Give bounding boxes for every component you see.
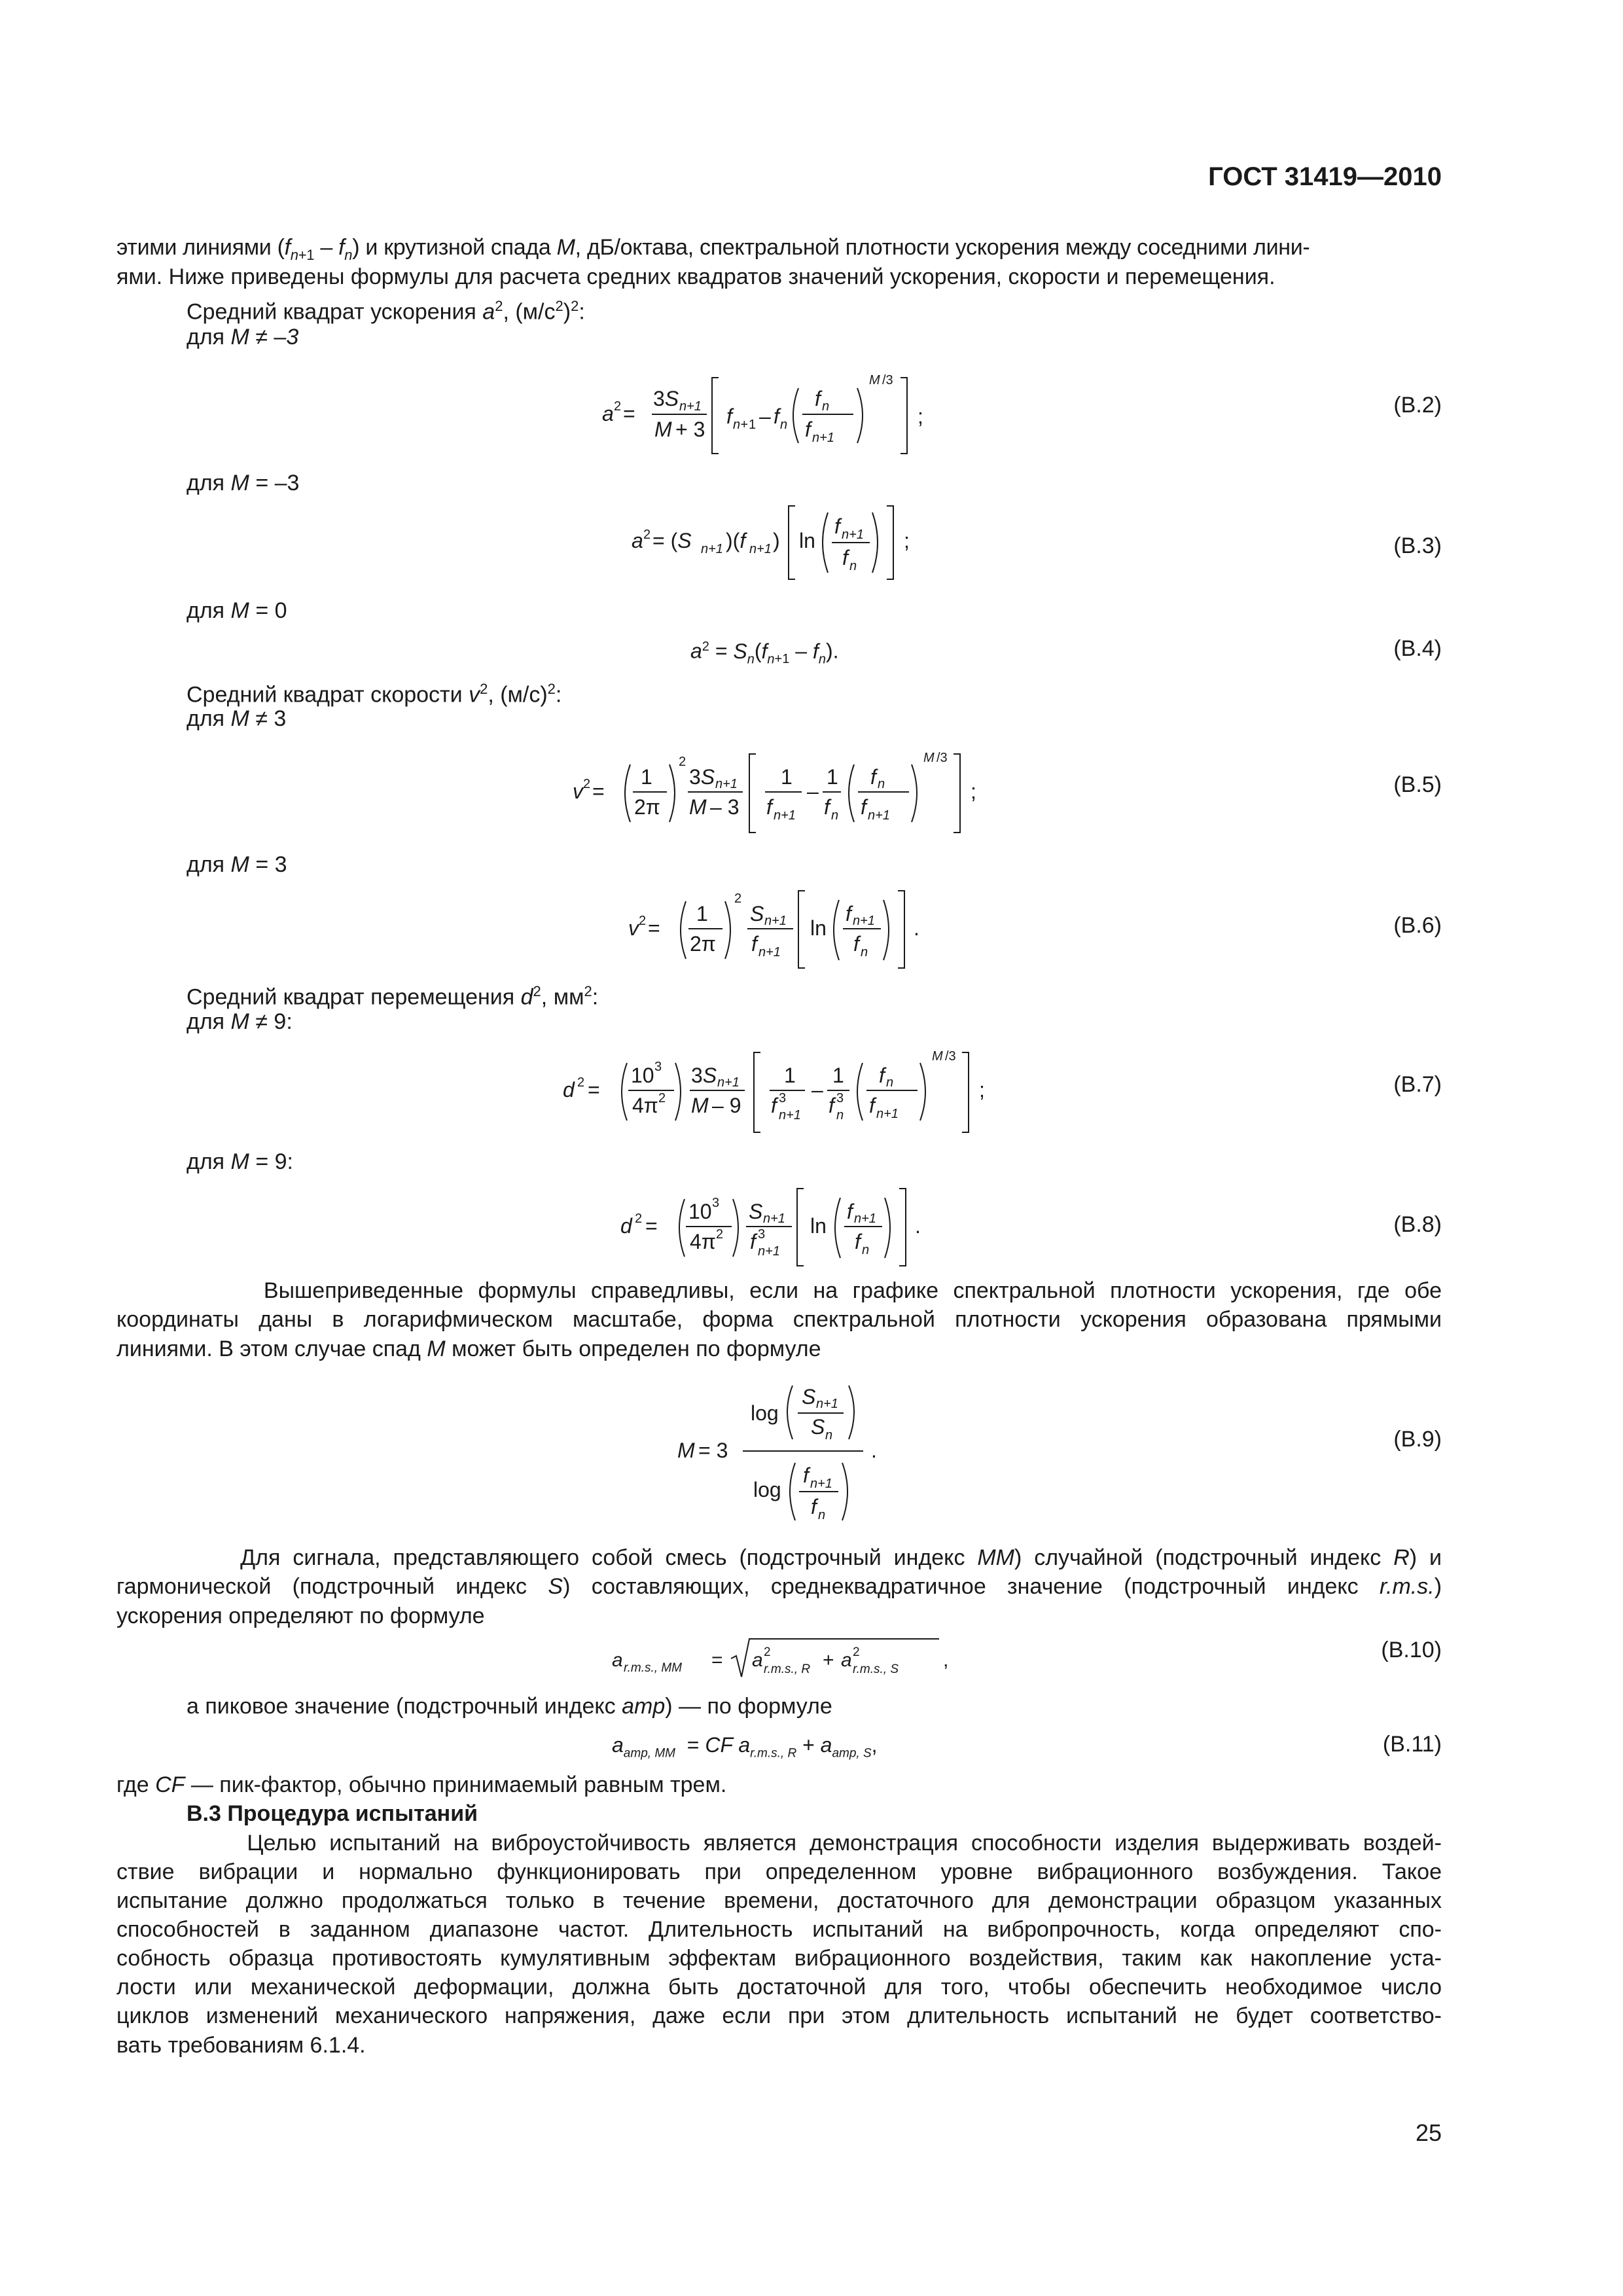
svg-text:n+1: n+1 — [758, 945, 781, 960]
svg-text:n+1: n+1 — [853, 914, 875, 928]
svg-text:f: f — [879, 1064, 885, 1087]
standard-number-header: ГОСТ 31419—2010 — [1208, 162, 1442, 191]
svg-text:n+1: n+1 — [842, 528, 864, 542]
paragraph-line: лости или механической деформации, должна быть достаточной для того, чтобы обеспечить необходимое число — [116, 1975, 1442, 2000]
svg-text:M: M — [923, 751, 935, 765]
paragraph-line: ями. Ниже приведены формулы для расчета средних квадратов значений ускорения, скорости и перемещения. — [116, 264, 1275, 289]
svg-text:10: 10 — [631, 1064, 654, 1087]
svg-text:.: . — [871, 1439, 877, 1462]
svg-text:2: 2 — [716, 1227, 724, 1242]
svg-text:n+1: n+1 — [679, 399, 702, 414]
svg-text:=: = — [645, 1214, 658, 1238]
svg-text:n+1: n+1 — [715, 777, 738, 791]
svg-text:f: f — [824, 795, 830, 819]
svg-text:f: f — [771, 1094, 777, 1117]
svg-text:2: 2 — [583, 777, 591, 791]
svg-text:n: n — [849, 559, 857, 573]
svg-text:3: 3 — [654, 1060, 662, 1074]
equation-number: (B.6) — [1393, 913, 1442, 938]
svg-text:3: 3 — [779, 1091, 787, 1105]
svg-text:,: , — [943, 1649, 949, 1671]
svg-text:1: 1 — [641, 765, 652, 789]
svg-text:2: 2 — [577, 1075, 585, 1090]
svg-text:– 3: – 3 — [710, 795, 740, 819]
svg-text:n+1: n+1 — [868, 808, 890, 823]
svg-text:a: a — [632, 529, 643, 552]
svg-text:a: a — [752, 1649, 763, 1671]
svg-text:n+1: n+1 — [701, 542, 723, 556]
formula-b11: $a_{amp, MM}$ = CF $a_{r.m.s., R} + a_{amp, S}$, — [612, 1733, 878, 1761]
svg-text:3: 3 — [712, 1196, 720, 1210]
formula-b3 — [632, 501, 933, 591]
svg-text:n+1: n+1 — [764, 914, 787, 928]
equation-number: (B.8) — [1393, 1212, 1442, 1237]
formula-b8 — [620, 1178, 948, 1275]
formula-b6 — [628, 880, 942, 977]
svg-text:4π: 4π — [690, 1230, 716, 1253]
svg-text:d: d — [563, 1078, 575, 1102]
formula-b4: $a^2 = S_n(f_{n+1} - f_n)$. — [690, 639, 839, 667]
equation-number: (B.11) — [1382, 1732, 1442, 1757]
svg-text:M: M — [932, 1049, 943, 1064]
paragraph-line: Для сигнала, представляющего собой смесь (подстрочный индекс MM) случайной (подстрочный индекс R) и — [116, 1545, 1442, 1570]
svg-text:f: f — [861, 795, 866, 819]
svg-text:S: S — [802, 1385, 816, 1408]
svg-text:f: f — [869, 1094, 875, 1117]
svg-text:f: f — [853, 932, 859, 956]
svg-text:ln: ln — [810, 1214, 827, 1238]
paragraph-line: где CF — пик-фактор, обычно принимаемый равным трем. — [116, 1772, 727, 1797]
svg-text:;: ; — [918, 404, 923, 428]
svg-text:M: M — [677, 1439, 695, 1462]
condition-label: для M = 9: — [187, 1149, 293, 1174]
svg-text:2π: 2π — [690, 932, 716, 956]
svg-text:f: f — [751, 932, 757, 956]
svg-text:S: S — [749, 1200, 763, 1223]
svg-text:r.m.s., R: r.m.s., R — [764, 1662, 811, 1676]
svg-text:/3: /3 — [936, 751, 948, 765]
svg-text:=: = — [588, 1078, 600, 1102]
svg-text:S: S — [811, 1415, 825, 1439]
svg-text:1: 1 — [832, 1064, 844, 1087]
svg-text:d: d — [620, 1214, 632, 1238]
svg-text:r.m.s., MM: r.m.s., MM — [624, 1661, 682, 1675]
page-number: 25 — [1415, 2119, 1442, 2146]
formula-b9 — [677, 1371, 900, 1540]
svg-text:n+: n+ — [733, 418, 748, 432]
paragraph-line: собность образца противостоять кумулятивным эффектам вибрационного воздействия, таким как накопление уста- — [116, 1946, 1442, 1971]
svg-text:)(f: )(f — [726, 529, 746, 552]
svg-text:n: n — [861, 945, 868, 960]
svg-text:=: = — [648, 916, 660, 940]
equation-number: (B.7) — [1393, 1072, 1442, 1097]
svg-text:n+1: n+1 — [763, 1211, 785, 1226]
svg-text:2: 2 — [764, 1645, 771, 1659]
svg-text:1: 1 — [827, 765, 838, 789]
paragraph-line: испытание должно продолжаться только в течение времени, достаточного для демонстрации образцом указанных — [116, 1888, 1442, 1913]
svg-text:3: 3 — [836, 1091, 844, 1105]
svg-text:1: 1 — [696, 902, 708, 925]
svg-text:=: = — [623, 402, 635, 425]
svg-text:S: S — [750, 902, 764, 925]
paragraph-line: линиями. В этом случае спад M может быть определен по формуле — [116, 1336, 821, 1361]
svg-text:3: 3 — [758, 1227, 766, 1242]
svg-text:2: 2 — [639, 914, 647, 928]
svg-text:n+1: n+1 — [812, 431, 834, 445]
svg-text:v: v — [628, 916, 639, 940]
svg-text:n: n — [886, 1075, 894, 1090]
paragraph-line: гармонической (подстрочный индекс S) составляющих, среднеквадратичное значение (подстрочный индекс r.m.s.) — [116, 1574, 1442, 1599]
svg-text:2: 2 — [853, 1645, 860, 1659]
equation-number: (B.9) — [1393, 1427, 1442, 1452]
svg-text:n: n — [780, 418, 788, 432]
svg-text:f: f — [774, 404, 779, 428]
svg-text:;: ; — [904, 529, 910, 552]
svg-text:n+1: n+1 — [876, 1107, 899, 1121]
svg-text:f: f — [803, 1463, 809, 1487]
svg-text:n: n — [825, 1428, 833, 1443]
svg-text:M: M — [869, 373, 880, 387]
svg-text:=: = — [592, 780, 605, 803]
svg-text:;: ; — [971, 780, 976, 803]
paragraph-line: ствие вибрации и нормально функционировать при определенном уровне вибрационного возбуждения. Такое — [116, 1859, 1442, 1884]
svg-text:1: 1 — [781, 765, 793, 789]
paragraph-line: вать требованиям 6.1.4. — [116, 2033, 366, 2058]
svg-text:a: a — [602, 402, 614, 425]
svg-text:n+1: n+1 — [758, 1244, 780, 1259]
svg-text:n+1: n+1 — [816, 1397, 838, 1411]
paragraph-line: Вышеприведенные формулы справедливы, если на графике спектральной плотности ускорения, где обе — [263, 1278, 1442, 1303]
svg-text:2π: 2π — [634, 795, 660, 819]
svg-text:–: – — [759, 404, 771, 428]
svg-text:f: f — [870, 765, 876, 789]
svg-text:n: n — [818, 1508, 826, 1522]
formula-b5 — [573, 740, 1005, 843]
paragraph-line: а пиковое значение (подстрочный индекс amp) — по формуле — [187, 1694, 832, 1719]
svg-text:M: M — [691, 1094, 709, 1117]
svg-text:n+1: n+1 — [749, 542, 772, 556]
svg-text:n: n — [878, 777, 885, 791]
svg-text:v: v — [573, 780, 583, 803]
condition-label: для M = 0 — [187, 598, 287, 623]
section-title: В.3 Процедура испытаний — [187, 1801, 478, 1826]
paragraph-line: циклов изменений механического напряжения, даже если при этом длительность испытаний не будет соответство- — [116, 2003, 1442, 2028]
paragraph-line: этими линиями $(f_{n+1} - f_n)$ и крутизной спада M, дБ/октава, спектральной плотности ускорения между соседними лини- — [116, 235, 1310, 263]
svg-text:n: n — [822, 399, 830, 414]
svg-text:log: log — [751, 1401, 779, 1425]
svg-text:a: a — [841, 1649, 852, 1671]
svg-text:2: 2 — [734, 891, 742, 906]
svg-text:n+1: n+1 — [810, 1477, 832, 1491]
svg-text:2: 2 — [658, 1091, 666, 1105]
svg-text:n+1: n+1 — [854, 1211, 876, 1226]
displacement-heading: Средний квадрат перемещения $d^2$, $мм^2$: — [187, 983, 599, 1010]
condition-label: для M ≠ 3 — [187, 706, 287, 731]
equation-number: (B.10) — [1381, 1638, 1442, 1662]
svg-text:f: f — [815, 387, 821, 410]
equation-number: (B.5) — [1393, 772, 1442, 797]
svg-text:f: f — [805, 418, 811, 441]
condition-label: для M ≠ 9: — [187, 1009, 293, 1034]
paragraph-line: способностей в заданном диапазоне частот. Длительность испытаний на вибропрочность, когда определяют спо- — [116, 1917, 1442, 1942]
svg-text:2: 2 — [614, 399, 622, 414]
svg-text:3S: 3S — [689, 765, 715, 789]
svg-text:2: 2 — [643, 528, 651, 542]
svg-text:+: + — [823, 1649, 834, 1671]
svg-text:n+1: n+1 — [779, 1108, 801, 1122]
svg-text:– 9: – 9 — [712, 1094, 741, 1117]
svg-text:/3: /3 — [882, 373, 893, 387]
svg-text:f: f — [846, 902, 851, 925]
svg-text:f: f — [842, 546, 848, 569]
svg-text:f: f — [829, 1094, 834, 1117]
svg-text:/3: /3 — [945, 1049, 956, 1064]
paragraph-line: ускорения определяют по формуле — [116, 1604, 485, 1628]
svg-text:f: f — [811, 1495, 817, 1518]
formula-b7 — [563, 1041, 1008, 1144]
svg-text:1: 1 — [784, 1064, 796, 1087]
svg-text:f: f — [766, 795, 772, 819]
equation-number: (B.4) — [1393, 636, 1442, 661]
svg-text:n+1: n+1 — [774, 808, 796, 823]
svg-text:a: a — [612, 1649, 623, 1671]
condition-label: для M = 3 — [187, 852, 287, 877]
svg-text:4π: 4π — [632, 1094, 658, 1117]
svg-text:r.m.s., S: r.m.s., S — [853, 1662, 899, 1676]
equation-number: (B.2) — [1393, 393, 1442, 418]
formula-b10 — [612, 1635, 952, 1693]
condition-label: для M = –3 — [187, 471, 300, 495]
svg-text:.: . — [915, 1214, 921, 1238]
svg-text:2: 2 — [635, 1211, 643, 1226]
paragraph-line: координаты даны в логарифмическом масштабе, форма спектральной плотности ускорения образована прямыми — [116, 1307, 1442, 1332]
svg-text:f: f — [750, 1230, 756, 1253]
svg-text:2: 2 — [679, 755, 687, 769]
svg-text:n: n — [862, 1243, 870, 1257]
svg-text:= 3: = 3 — [698, 1439, 728, 1462]
svg-text:=: = — [711, 1649, 723, 1671]
velocity-heading: Средний квадрат скорости $v^2$, $(м/с)^2$: — [187, 681, 562, 708]
svg-text:n: n — [836, 1108, 844, 1122]
svg-text:f: f — [847, 1200, 853, 1223]
svg-text:M: M — [689, 795, 707, 819]
svg-text:log: log — [753, 1478, 781, 1501]
svg-text:n+1: n+1 — [717, 1075, 740, 1090]
svg-text:3S: 3S — [653, 387, 679, 410]
svg-text:= (S: = (S — [652, 529, 692, 552]
formula-b2 — [602, 363, 969, 467]
svg-text:f: f — [726, 404, 732, 428]
svg-text:3S: 3S — [691, 1064, 717, 1087]
svg-text:f: f — [834, 514, 840, 538]
accel-heading: Средний квадрат ускорения $a^2$, $(м/с^2)^2$: — [187, 298, 585, 325]
equation-number: (B.3) — [1393, 533, 1442, 558]
paragraph-line: Целью испытаний на виброустойчивость является демонстрация способности изделия выдерживать воздей- — [247, 1831, 1442, 1856]
svg-text:ln: ln — [799, 529, 815, 552]
svg-text:–: – — [812, 1078, 823, 1102]
svg-text:1: 1 — [749, 418, 757, 432]
svg-text:10: 10 — [688, 1200, 712, 1223]
svg-text:–: – — [807, 780, 819, 803]
svg-text:): ) — [773, 529, 780, 552]
svg-text:f: f — [855, 1230, 861, 1253]
svg-text:;: ; — [979, 1078, 985, 1102]
svg-text:.: . — [914, 916, 919, 940]
svg-text:M: M — [654, 418, 672, 441]
svg-text:+ 3: + 3 — [675, 418, 705, 441]
condition-label: для M ≠ –3 — [187, 325, 299, 350]
svg-text:n: n — [831, 808, 839, 823]
svg-text:ln: ln — [810, 916, 827, 940]
